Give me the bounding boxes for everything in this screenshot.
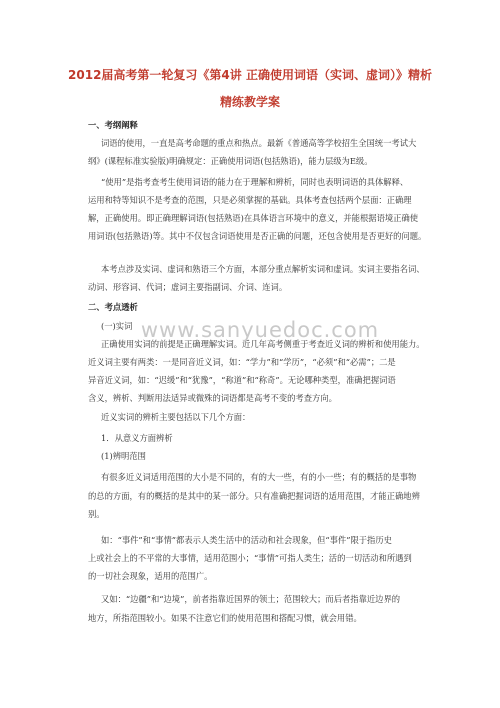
- document-subtitle: 精练教学案: [219, 95, 280, 109]
- paragraph-line: 动词、形容词、代词；虚词主要指副词、介词、连词。: [88, 282, 288, 292]
- subheading: (一)实词: [101, 321, 133, 331]
- paragraph-line: 解，正确使用。即正确理解词语(包括熟语)在具体语言环境中的意义，并能根据语境正确使: [88, 213, 419, 223]
- section-heading-analysis: 二、考点透析: [88, 302, 138, 312]
- subheading: (1)辨明范围: [101, 451, 146, 461]
- subheading: 1．从意义方面辨析: [101, 433, 173, 443]
- paragraph-line: 含义，辨析、判断用法适异或微殊的词语都是高考不变的考查方向。: [88, 393, 337, 403]
- paragraph-line: 上或社会上的不平常的大事情，适用范围小；“事情”可指人类生；活的一切活动和所遇到: [88, 553, 412, 563]
- paragraph-line: 正确使用实词的前提是正确理解实词。近几年高考侧重于考查近义词的辨析和使用能力。: [101, 339, 425, 349]
- paragraph-line: 如：“事件”和“事情”都表示人类生活中的活动和社会现象，但“事件”限于指历史: [101, 535, 392, 545]
- paragraph-line: 用词语(包括熟语)等。其中不仅包含词语使用是否正确的问题，还包含使用是否更好的问题。: [88, 231, 427, 241]
- paragraph-line: 词语的使用，一直是高考命题的重点和热点。最新《普通高等学校招生全国统一考试大: [101, 138, 417, 148]
- paragraph-line: 本考点涉及实词、虚词和熟语三个方面，本部分重点解析实词和虚词。实词主要指名词、: [101, 264, 425, 274]
- paragraph-line: 近义词主要有两类：一是同音近义词，如：“学力”和“学历”，“必须”和“必需”；二是: [88, 357, 396, 367]
- document-title: 2012届高考第一轮复习《第4讲 正确使用词语（实词、虚词）》精析: [68, 68, 432, 82]
- paragraph-line: 地方，所指范围较小。如果不注意它们的使用范围和搭配习惯，就会用错。: [88, 613, 362, 623]
- paragraph-line: 近义实词的辨析主要包括以下几个方面：: [101, 412, 251, 422]
- paragraph-line: 有很多近义词适用范围的大小是不同的，有的大一些，有的小一些；有的概括的是事物: [101, 472, 417, 482]
- paragraph-line: 运用和特等知识不是考查的范围，只是必须掌握的基础。具体考查包括两个层面：正确理: [88, 195, 412, 205]
- section-heading-outline: 一、考纲阐释: [88, 120, 138, 130]
- paragraph-line: 纲》(课程标准实验版)明确规定：正确使用词语(包括熟语)，能力层级为E级。: [88, 156, 373, 166]
- paragraph-line: 的总的方面，有的概括的是其中的某一部分。只有准确把握词语的适用范围，才能正确地辨: [88, 491, 420, 501]
- paragraph-line: “使用”是指考查考生使用词语的能力在于理解和辨析，同时也表明词语的具体解释、: [101, 177, 409, 187]
- paragraph-line: 又如：“边疆”和“边境”，前者指靠近国界的领土；范围较大；而后者指靠近边界的: [101, 594, 401, 604]
- paragraph-line: 异音近义词，如：“迟缓”和“犹豫”，“称道”和“称奇”。无论哪种类型，准确把握词语: [88, 375, 396, 385]
- paragraph-line: 别。: [88, 509, 105, 519]
- paragraph-line: 的一切社会现象，适用的范围广。: [88, 571, 213, 581]
- watermark: www.sanyuedoc.com: [140, 318, 380, 342]
